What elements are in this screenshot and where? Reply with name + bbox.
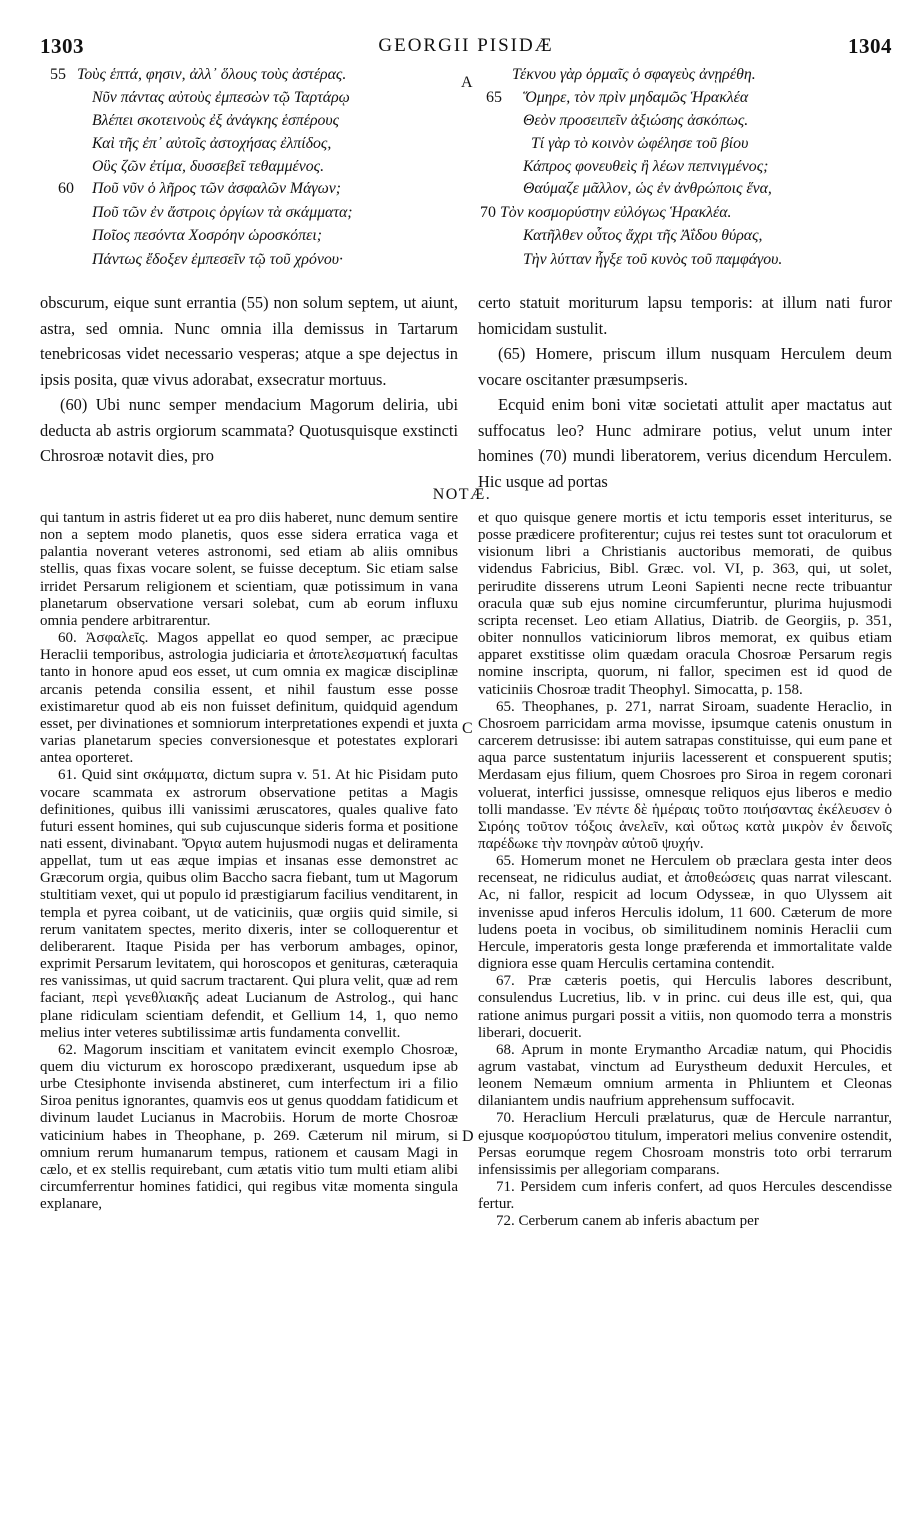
greek-line: Κατῆλθεν οὗτος ἄχρι τῆς Ἀΐδου θύρας, <box>523 227 763 244</box>
margin-letter-a: A <box>461 74 473 91</box>
greek-line: Ποῦ τῶν ἐν ἄστροις ὀργίων τὰ σκάμματα; <box>92 204 353 221</box>
greek-line: Θεὸν προσειπεῖν ἀξιώσης ἀσκόπως. <box>523 112 749 129</box>
latin-translation-left <box>40 290 458 469</box>
greek-line: Ποῖος πεσόντα Χοσρόην ὡροσκόπει; <box>92 227 322 244</box>
verse-number-60: 60 <box>58 180 74 197</box>
verse-number-65: 65 <box>486 89 502 106</box>
notes-left-column <box>40 510 458 1213</box>
notes-heading: NOTÆ. <box>432 486 492 503</box>
note-paragraph: 60. Ἀσφαλεῖς. Magos appellat eo quod semper, ac præcipue Heraclii temporibus, astrologia judiciaria et ἀποτελεσματική facultas tanto in honore apud eos esset, ut cum omnia ex magicæ disciplinæ arcanis petenda consilia essent, et nihil faustum esse posse existimaretur quod ab eis non fuisset definitum, quidquid agendum esset, per divinationes et somniorum interpretationes expendi et juxta varias planetarum species conversionesque et potestates explorari antea oporteret. <box>40 630 458 767</box>
left-page-number: 1303 <box>40 34 84 58</box>
greek-line: Τὸν κοσμορύστην εὐλόγως Ἡρακλέα. <box>500 204 732 221</box>
verse-number-70: 70 <box>480 204 496 221</box>
note-paragraph: qui tantum in astris fideret ut ea pro diis haberet, nunc demum sentire non a septem modo planetis, quos esse sidera erratica vaga et palantia noverant veteres astronomi, sed etiam ab aliis omnibus stellis, quas fixas vocare solent, se fuisse deceptum. Sic etiam salse irridet Persarum religionem et scientiam, quæ potissimum in vana planetarum observatione versari solebat, cum ab eorum influxu omnia pendere arbitrarentur. <box>40 510 458 629</box>
note-paragraph: 71. Persidem cum inferis confert, ad quos Hercules descendisse fertur. <box>478 1179 892 1213</box>
note-paragraph: 68. Aprum in monte Erymantho Arcadiæ natum, qui Phocidis agrum vastabat, vinctum ad Eurystheum deduxit Hercules, et leonem Nemæum omnium armenta in Phliuntem et Cleonas dilaniantem undis naufrium apprehensum suffocavit. <box>478 1041 892 1110</box>
running-title: GEORGII PISIDÆ <box>378 35 554 56</box>
greek-line: Τέκνου γὰρ ὁρμαῖς ὁ σφαγεὺς ἀνῃρέθη. <box>512 66 756 83</box>
greek-line: Τοὺς ἑπτά, φησιν, ἀλλ᾽ ὅλους τοὺς ἀστέρας. <box>77 66 347 83</box>
greek-verse-left <box>0 0 470 290</box>
greek-line: Νῦν πάντας αὐτοὺς ἐμπεσὼν τῷ Ταρτάρῳ <box>92 89 350 106</box>
margin-letter-d: D <box>462 1128 474 1145</box>
greek-line: Τί γὰρ τὸ κοινὸν ὠφέλησε τοῦ βίου <box>531 135 749 152</box>
greek-line: Τὴν λύτταν ἦγξε τοῦ κυνὸς τοῦ παμφάγου. <box>523 251 783 268</box>
margin-letter-c: C <box>462 720 473 737</box>
right-page-number: 1304 <box>848 34 892 58</box>
notes-right-column <box>478 510 892 1231</box>
latin-paragraph: Ecquid enim boni vitæ societati attulit aper mactatus aut suffocatus leo? Hunc admirare potius, velut unum inter homines (70) mundi liberatorem, verius dicendum Herculem. Hic usque ad portas <box>478 395 892 491</box>
latin-paragraph: (60) Ubi nunc semper mendacium Magorum deliria, ubi deducta ab astris orgiorum scammata? Quotusquisque exstincti Chrosroæ notavit dies, pro <box>40 395 458 465</box>
greek-line: Θαύμαζε μᾶλλον, ὡς ἐν ἀνθρώποις ἕνα, <box>523 180 772 197</box>
greek-line: Ὅμηρε, τὸν πρὶν μηδαμῶς Ἡρακλέα <box>523 89 749 106</box>
latin-paragraph: obscurum, eique sunt errantia (55) non solum septem, ut aiunt, astra, sed omnia. Nunc omnia illa demissus in Tartarum tenebricosas videt necessario vesperas; atque a spe dejectus in ipsis posita, quæ vivus adorabat, exsecratur mortuus. <box>40 293 458 389</box>
greek-verse-right <box>470 0 924 290</box>
latin-paragraph: certo statuit moriturum lapsu temporis: at illum nati furor homicidam sustulit. <box>478 293 892 338</box>
note-paragraph: et quo quisque genere mortis et ictu temporis esset interiturus, se posse prædicere profiterentur; cujus rei testes sunt tot oraculorum et visionum libri a Christianis auctoribus memorati, de quibus videndus Fabricius, Bibl. Græc. vol. VI, p. 363, qui, ut solet, perirudite disserens utrum Leoni Sapienti necne recte tribuantur oracula quæ sub ejus nomine circumferuntur, plurima hujusmodi scripta recenset. Leo etiam Allatius, Diatrib. de Georgiis, p. 351, obiter nonnullos vaticiniorum libros memorat, ex quibus etiam apparet exstitisse olim quædam oracula Chosroæ Persarum regis nomine inscripta, quorum, ni fallor, specimen est id quod de vaticiniis Chosroæ tradit Theophyl. Simocatta, p. 158. <box>478 510 892 698</box>
verse-number-55: 55 <box>50 66 66 83</box>
latin-translation-right <box>478 290 892 494</box>
greek-line: Βλέπει σκοτεινοὺς ἐξ ἀνάγκης ἑσπέρους <box>92 112 340 129</box>
latin-paragraph: (65) Homere, priscum illum nusquam Herculem deum vocare oscitanter præsumpseris. <box>478 344 892 389</box>
greek-line: Πάντως ἔδοξεν ἐμπεσεῖν τῷ τοῦ χρόνου· <box>92 251 343 268</box>
greek-line: Ποῦ νῦν ὁ λῆρος τῶν ἀσφαλῶν Μάγων; <box>92 180 342 197</box>
note-paragraph: 67. Præ cæteris poetis, qui Herculis labores describunt, consulendus Lucretius, lib. v in princ. cui deus ille est, qui, qua ratione animus purgari possit a vitiis, non quomodo terra a monstris liberari, docuerit. <box>478 973 892 1041</box>
greek-line: Κάπρος φονευθεὶς ἢ λέων πεπνιγμένος; <box>523 158 769 175</box>
note-paragraph: 70. Heraclium Herculi prælaturus, quæ de Hercule narrantur, ejusque κοσμορύστου titulum, imperatori melius convenire ostendit, Persas eorumque regem Chosroam monstris toto orbi terrarum infensissimis per allegoriam comparans. <box>478 1110 892 1178</box>
note-paragraph: 62. Magorum inscitiam et vanitatem evincit exemplo Chosroæ, quem diu victurum ex horoscopo prædixerant, usquedum ipse ab urbe Ctesiphonte invisenda abstineret, cum interfectum iri a filio Siroa penitus ignorantes, quamvis eos ut genus quoddam fatidicum et divinum laudet Lucianus in Macrobiis. Horum de morte Chosroæ vaticinium habes in Theophane, p. 269. Cæterum nil mirum, si omnium rerum humanarum tempus, rationem et causam Magi in cælo, et ex stellis requirebant, cum ætatis vitio tum multi etiam alibi circumferrentur homines fatidici, qui regibus vitæ momenta singula explanare, <box>40 1041 458 1213</box>
note-paragraph: 65. Homerum monet ne Herculem ob præclara gesta inter deos recenseat, ne ridiculus audiat, et ἀποθεώσεις quas narrat vilescant. Ac, ni fallor, respicit ad locum Odysseæ, in quo Ulyssem ait invenisse apud inferos Herculis idolum, 11 600. Cæterum de more ludens poeta in vocibus, ob similitudinem nominis Heraclii cum Hercule, imperatoris gesta longe præferenda et immortalitate valde digniora esse quam Herculis certamina contendit. <box>478 853 892 973</box>
note-paragraph: 72. Cerberum canem ab inferis abactum per <box>496 1213 759 1230</box>
note-paragraph: 61. Quid sint σκάμματα, dictum supra v. 51. At hic Pisidam puto vocare scammata ex astrorum observatione petitas a Magis definitiones, quibus illi vanissimi æruscatores, quales qualive fato futuri essent homines, qui sub cujuscunque sideris forma et positione nati essent, divinabant. Ὄργια autem hujusmodi nugas et deliramenta appellat, tum ut eas æque impias et insanas esse demonstret ac Græcorum orgia, quibus olim Baccho sacra fiebant, tum ut Magorum stultitiam vexet, qui ut populo id præstigiarum facilius venditarent, in templa et pyrea coibant, ut de vaticiniis, quæ orgiis quid simile, si rerum vanitatem spectes, merito dixeris, inter se colloquerentur et deliberarent. Itaque Pisida per has verborum ambages, opinor, exprimit Persarum levitatem, qui horoscopos et genituras, cæteraquia res vanissimas, ut quid sacrum tractarent. Qui plura velit, quæ ad rem faciant, περὶ γενεθλιακῆς adeat Lucianum de Astrolog., qui hanc plane ridiculam scientiam defendit, et Gellium 14, 1, quo nemo melius inter veteres subtilissimæ artis fundamenta convellit. <box>40 767 458 1041</box>
greek-line: Καὶ τῆς ἐπ᾽ αὐτοῖς ἀστοχήσας ἐλπίδος, <box>92 135 332 152</box>
greek-line: Οὓς ζῶν ἐτίμα, δυσσεβεῖ τεθαμμένος. <box>92 158 325 175</box>
note-paragraph: 65. Theophanes, p. 271, narrat Siroam, suadente Heraclio, in Chosroem parricidam arma movisse, ipsumque catenis onustum in carcerem detrusisse: ibi autem satrapas constituisse, qui eum pane et aqua parce sustentatum injuriis lacesserent et conspuerent sputis; Merdasam ejus filium, quem Chosroes pro Siroa in regem coronari voluerat, interfici jussisse, omnesque reliquos ejus liberos e medio tolli mandasse. Ἐν πέντε δὲ ἡμέραις τοῦτο ποιήσαντας ἐκέλευσεν ὁ Σιρόης τοῦτον τόξοις ἀνελεῖν, καὶ οὕτως κατὰ μικρὸν ἐν δεινοῖς παρέδωκε τὴν πονηρὰν αὐτοῦ ψυχήν. <box>478 698 892 852</box>
